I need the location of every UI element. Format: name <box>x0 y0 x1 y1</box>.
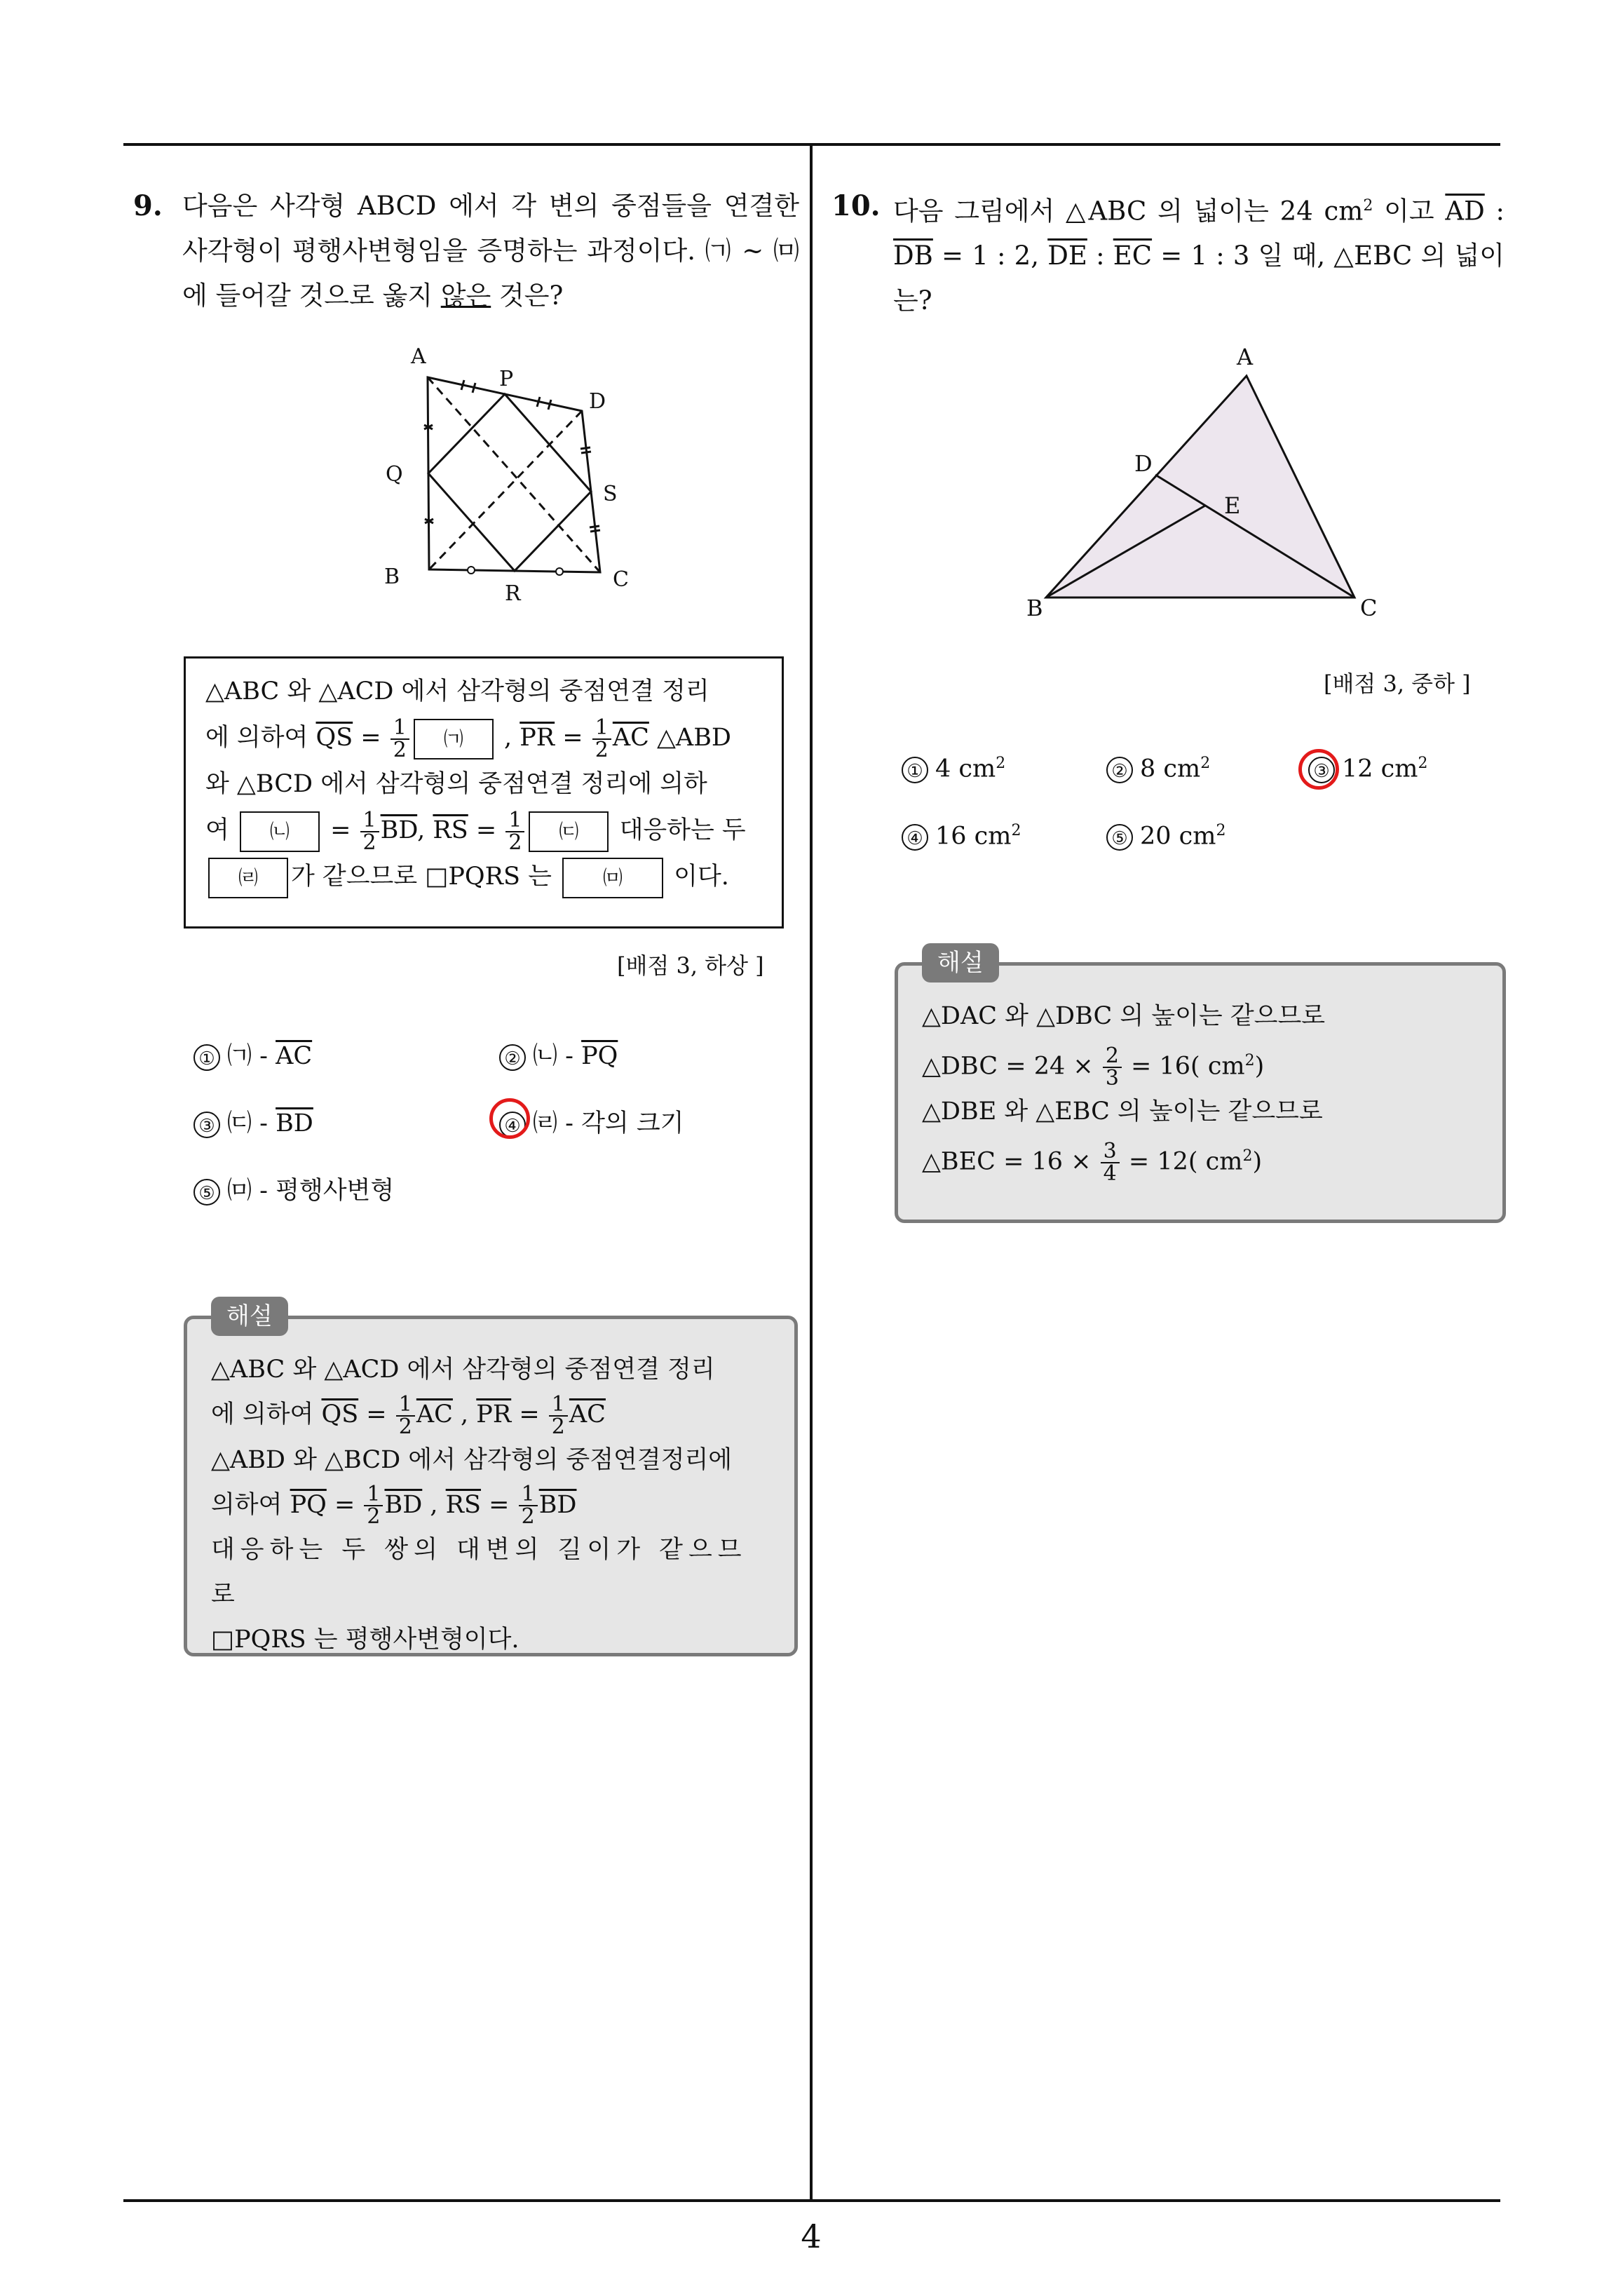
q10-score: [배점 3, 중하 ] <box>1324 670 1471 697</box>
label-d: D <box>1134 450 1153 477</box>
q10-choice-2[interactable]: ② 8 $cm^2$ <box>1106 755 1210 783</box>
q10-choice-4[interactable]: ④ 16 $cm^2$ <box>902 822 1021 851</box>
label-c: C <box>1360 595 1378 621</box>
q9-choice-5[interactable]: ⑤ ㈄ - 평행사변형 <box>193 1171 394 1206</box>
q10-choice-5[interactable]: ⑤ 20 $cm^2$ <box>1106 822 1225 851</box>
q10-solution-tag: 해설 <box>922 943 999 982</box>
blank-4: ㈃ <box>208 858 288 898</box>
label-a: A <box>411 344 426 369</box>
question-10 <box>831 184 1505 323</box>
label-q: Q <box>386 462 403 487</box>
blank-5: ㈄ <box>562 858 663 898</box>
q9-proof-box: △ABC 와 △ACD 에서 삼각형의 중점연결 정리 에 의하여 $\overline{QS}$ = $\frac{1}{2}$ ㈀ , $\overline{PR}$ = $\frac{1}{2}$ $\overline{AC}$ △ABD 와 △BCD 에서 삼각형의 중점연결 정리에 의하 여 ㈁ = $\frac{1}{2}$ $\overline{BD}$, $\overline{RS}$ = $\frac{1}{2}$ ㈂ 대응하는 두 ㈃ 가 같으므로 □PQRS 는 ㈄ 이다. <box>184 656 784 928</box>
q10-stem <box>831 184 1505 323</box>
blank-2: ㈁ <box>240 811 320 852</box>
q9-figure <box>358 344 652 603</box>
blank-1: ㈀ <box>414 719 494 759</box>
q10-solution: 해설 △DAC 와 △DBC 의 높이는 같으므로 △DBC = 24 × $\frac{2}{3}$ = 16( $cm^2$) △DBE 와 △EBC 의 높이는 같으므로 △BEC = 16 × $\frac{3}{4}$ = 12( $cm^2$) <box>895 962 1506 1223</box>
label-a: A <box>1237 344 1254 370</box>
question-9 <box>133 184 799 318</box>
label-r: R <box>505 581 521 603</box>
label-b: B <box>384 565 400 589</box>
triangle-abc <box>1046 376 1354 597</box>
q9-choice-4[interactable]: ④ ㈃ - 각의 크기 <box>499 1104 684 1139</box>
q9-stem <box>133 184 799 318</box>
q9-text: 다음은 사각형 ABCD 에서 각 변의 중점들을 연결한 사각형이 평행사변형임을 증명하는 과정이다. ㈀ ~ ㈄ 에 들어갈 것으로 옳지 않은 것은? <box>182 191 799 311</box>
q9-choice-2[interactable]: ② ㈁ - $\overline{PQ}$ <box>499 1036 618 1072</box>
label-e: E <box>1224 492 1241 519</box>
label-b: B <box>1026 595 1043 621</box>
label-d: D <box>589 389 606 414</box>
q10-choice-3[interactable]: ③ 12 $cm^2$ <box>1308 755 1427 783</box>
q10-figure <box>1017 337 1409 631</box>
label-c: C <box>613 567 629 592</box>
q9-answer-mark <box>489 1098 530 1139</box>
q9-score: [배점 3, 하상 ] <box>617 952 764 979</box>
q10-text: 다음 그림에서 △ABC 의 넓이는 24 $cm^2$ 이고 $\overline{AD}$ : $\overline{DB} = 1$ : 2, $\overline{DE}$ : $\overline{EC} = 1$ : 3 일 때, △EBC 의 넓이는? <box>893 196 1505 316</box>
blank-3: ㈂ <box>529 811 609 852</box>
q9-choice-1[interactable]: ① ㈀ - $\overline{AC}$ <box>193 1036 312 1072</box>
diagonal-bd <box>429 411 582 569</box>
page-number: 4 <box>801 2217 822 2255</box>
q9-solution-tag: 해설 <box>211 1297 288 1336</box>
label-s: S <box>603 482 618 506</box>
q10-number: 10. <box>831 189 881 222</box>
q9-solution: 해설 △ABC 와 △ACD 에서 삼각형의 중점연결 정리 에 의하여 $\overline{QS}$ = $\frac{1}{2}$ $\overline{AC}$ , $\overline{PR}$ = $\frac{1}{2}$ $\overline{AC}$ △ABD 와 △BCD 에서 삼각형의 중점연결정리에 의하여 $\overline{PQ}$ = $\frac{1}{2}$ $\overline{BD}$ , $\overline{RS}$ = $\frac{1}{2}$ $\overline{BD}$ 대응하는 두 쌍의 대변의 길이가 같으므로 □PQRS 는 평행사변형이다. <box>184 1316 798 1656</box>
q10-choice-1[interactable]: ① 4 $cm^2$ <box>902 755 1005 783</box>
q9-number: 9. <box>133 189 163 222</box>
label-p: P <box>499 367 514 391</box>
q9-underline: 않은 <box>440 281 491 311</box>
q9-choice-3[interactable]: ③ ㈂ - $\overline{BD}$ <box>193 1104 313 1139</box>
q10-answer-mark <box>1298 749 1339 790</box>
bottom-rule <box>123 2199 1500 2202</box>
column-divider <box>810 144 813 2201</box>
